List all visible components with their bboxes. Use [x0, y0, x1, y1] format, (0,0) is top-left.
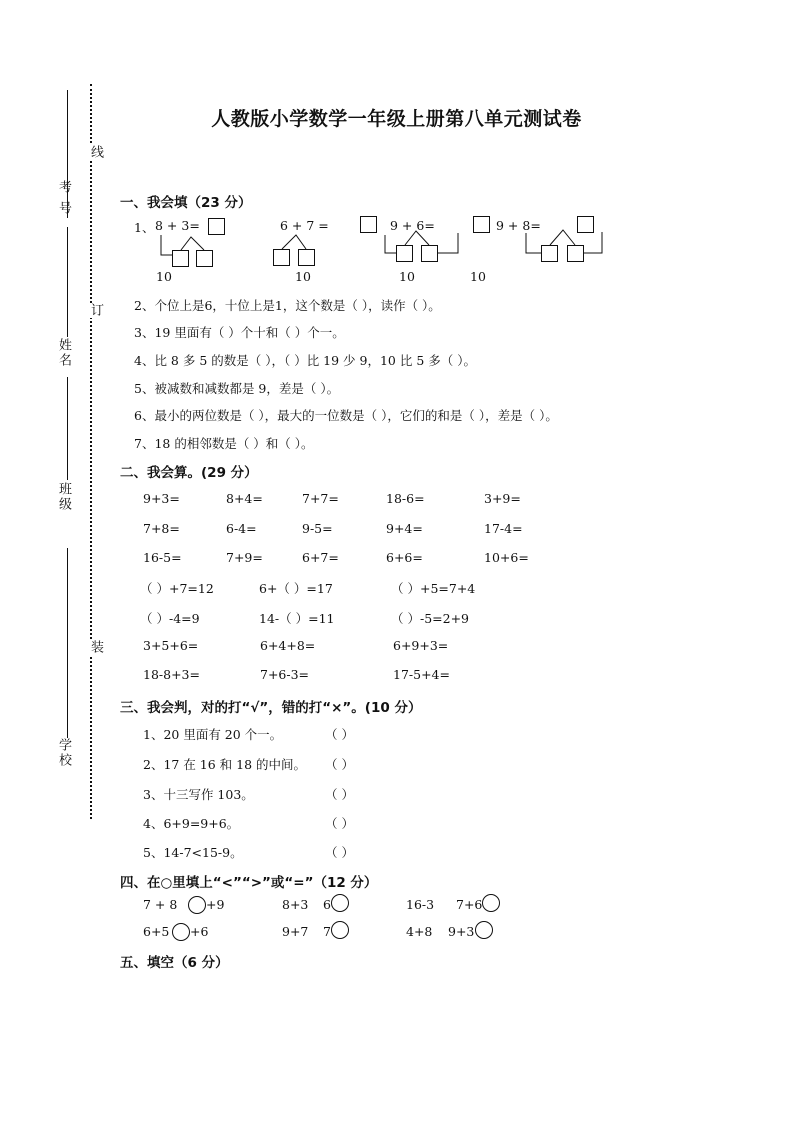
judge-item-1: 1、20 里面有 20 个一。 [143, 727, 283, 742]
calc-r2-c2: 6-4= [226, 521, 257, 536]
q1-expr-3: 9 + 6= [390, 218, 435, 233]
section-1-heading: 一、我会填（23 分） [120, 195, 252, 211]
compare-r1-c3-right: 7+6 [456, 897, 483, 912]
judge-paren-5[interactable]: （ ） [325, 845, 354, 860]
compare-r2-c2-left: 9+7 [282, 924, 309, 939]
calc-r3-c3: 6+7= [302, 550, 339, 565]
school-label: 学校 [56, 738, 71, 768]
judge-item-2: 2、17 在 16 和 18 的中间。 [143, 757, 307, 772]
q5-text: 5、被减数和减数都是 9，差是（ ）。 [134, 381, 340, 396]
calc-r1-c1: 9+3= [143, 491, 180, 506]
compare-circle-r2-c2[interactable] [331, 921, 349, 939]
q1-split-box-2b[interactable] [298, 249, 315, 266]
judge-item-4: 4、6+9=9+6。 [143, 816, 240, 831]
page-title: 人教版小学数学一年级上册第八单元测试卷 [211, 108, 582, 130]
exam-no-label: 考 号 [56, 180, 71, 217]
xian-mark: 线 [88, 145, 103, 160]
calc-r2-c5: 17-4= [484, 521, 523, 536]
section-4-heading: 四、在○里填上“<”“>”或“=”（12 分） [120, 875, 378, 891]
q1-ten-2: 10 [295, 269, 311, 284]
calc-r4-c2: 6+（ ）=17 [259, 581, 333, 596]
judge-paren-4[interactable]: （ ） [325, 816, 354, 831]
q1-split-box-4b[interactable] [567, 245, 584, 262]
q1-expr-2: 6 + 7 = [280, 218, 329, 233]
q1-answer-box-2[interactable] [360, 216, 377, 233]
compare-r2-c1-right: +6 [190, 924, 209, 939]
compare-r1-c2-left: 8+3 [282, 897, 309, 912]
q1-split-box-3a[interactable] [396, 245, 413, 262]
q1-ten-4: 10 [470, 269, 486, 284]
calc-r1-c3: 7+7= [302, 491, 339, 506]
calc-r6-c1: 3+5+6= [143, 638, 199, 653]
q3-text: 3、19 里面有（ ）个十和（ ）个一。 [134, 325, 345, 340]
calc-r1-c5: 3+9= [484, 491, 521, 506]
calc-r3-c2: 7+9= [226, 550, 263, 565]
q1-answer-box-1[interactable] [208, 218, 225, 235]
calc-r1-c2: 8+4= [226, 491, 263, 506]
judge-item-5: 5、14-7<15-9。 [143, 845, 243, 860]
q6-text: 6、最小的两位数是（ ），最大的一位数是（ ），它们的和是（ ），差是（ ）。 [134, 408, 558, 423]
ding-mark: 订 [88, 303, 103, 318]
compare-r2-c3-right: 9+3 [448, 924, 475, 939]
calc-r3-c5: 10+6= [484, 550, 529, 565]
calc-r7-c2: 7+6-3= [260, 667, 310, 682]
q1-split-box-1b[interactable] [196, 250, 213, 267]
q1-split-box-3b[interactable] [421, 245, 438, 262]
name-label: 姓名 [56, 338, 71, 368]
compare-circle-r2-c1[interactable] [172, 923, 190, 941]
q1-ten-1: 10 [156, 269, 172, 284]
calc-r7-c1: 18-8+3= [143, 667, 200, 682]
calc-r6-c2: 6+4+8= [260, 638, 316, 653]
q1-expr-1: 8 + 3= [155, 218, 200, 233]
calc-r3-c1: 16-5= [143, 550, 182, 565]
section-2-heading: 二、我会算。(29 分） [120, 465, 258, 481]
name-underline [67, 227, 68, 337]
calc-r5-c3: （ ）-5=2+9 [391, 611, 470, 626]
calc-r5-c1: （ ）-4=9 [140, 611, 200, 626]
class-label: 班级 [56, 482, 71, 512]
compare-r2-c3-left: 4+8 [406, 924, 433, 939]
zhuang-mark: 装 [88, 640, 103, 655]
q1-expr-4: 9 + 8= [496, 218, 541, 233]
calc-r2-c4: 9+4= [386, 521, 423, 536]
q4-text: 4、比 8 多 5 的数是（ ），（ ）比 19 少 9，10 比 5 多（ ）。 [134, 353, 476, 368]
compare-r1-c2-right: 6 [323, 897, 331, 912]
compare-r1-c3-left: 16-3 [406, 897, 435, 912]
class-underline [67, 377, 68, 480]
calc-r6-c3: 6+9+3= [393, 638, 449, 653]
section-3-heading: 三、我会判，对的打“√”，错的打“×”。(10 分） [120, 700, 422, 716]
q1-label: 1、 [134, 220, 155, 235]
compare-r2-c2-right: 7 [323, 924, 331, 939]
q1-split-box-4a[interactable] [541, 245, 558, 262]
judge-paren-1[interactable]: （ ） [325, 727, 354, 742]
calc-r4-c1: （ ）+7=12 [140, 581, 214, 596]
compare-circle-r1-c1[interactable] [188, 896, 206, 914]
calc-r7-c3: 17-5+4= [393, 667, 450, 682]
q1-ten-3: 10 [399, 269, 415, 284]
calc-r1-c4: 18-6= [386, 491, 425, 506]
calc-r2-c3: 9-5= [302, 521, 333, 536]
q1-split-box-2a[interactable] [273, 249, 290, 266]
q1-split-box-1a[interactable] [172, 250, 189, 267]
school-underline [67, 548, 68, 738]
q1-answer-box-3[interactable] [473, 216, 490, 233]
compare-r2-c1-left: 6+5 [143, 924, 170, 939]
judge-item-3: 3、十三写作 103。 [143, 787, 254, 802]
binding-dotted-line [90, 84, 92, 819]
q7-text: 7、18 的相邻数是（ ）和（ ）。 [134, 436, 314, 451]
compare-circle-r1-c3[interactable] [482, 894, 500, 912]
judge-paren-2[interactable]: （ ） [325, 757, 354, 772]
judge-paren-3[interactable]: （ ） [325, 787, 354, 802]
compare-r1-c1-left: 7 + 8 [143, 897, 178, 912]
calc-r5-c2: 14-（ ）=11 [259, 611, 335, 626]
calc-r4-c3: （ ）+5=7+4 [391, 581, 476, 596]
section-5-heading: 五、填空（6 分） [120, 955, 229, 971]
calc-r3-c4: 6+6= [386, 550, 423, 565]
compare-circle-r1-c2[interactable] [331, 894, 349, 912]
q2-text: 2、个位上是6，十位上是1，这个数是（ ），读作（ ）。 [134, 298, 441, 313]
compare-r1-c1-right: +9 [206, 897, 225, 912]
calc-r2-c1: 7+8= [143, 521, 180, 536]
q1-answer-box-4[interactable] [577, 216, 594, 233]
compare-circle-r2-c3[interactable] [475, 921, 493, 939]
